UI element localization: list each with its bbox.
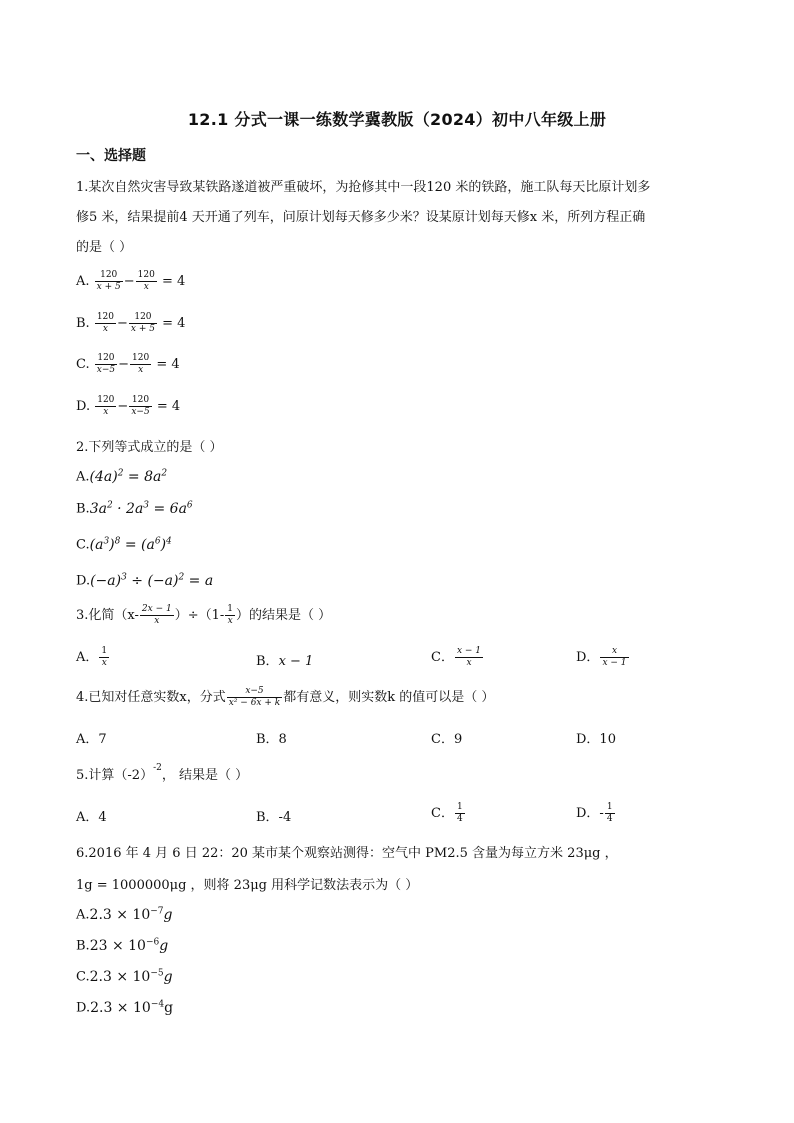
q5-stem: 5.计算$(-2)^{-2}$， 结果是（ ） <box>76 762 249 783</box>
q6-option-b[interactable]: $B.23 \times 10^{-6}g$ <box>76 937 169 954</box>
q4-option-a[interactable]: A．7 <box>76 732 107 747</box>
q3-option-a[interactable]: A． $\frac{1}{x}$ <box>76 646 108 668</box>
q3-option-d[interactable]: D． $\frac{x}{x - 1}$ <box>576 646 627 668</box>
q1-stem-line1: 1.某次自然灾害导致某铁路遂道被严重破坏，为抢修其中一段120 米的铁路，施工队每天比原计划多 <box>76 180 651 195</box>
q5-option-b[interactable]: B．-4 <box>256 810 292 825</box>
q3-option-b[interactable]: B．x − 1 <box>256 654 314 669</box>
q2-option-b[interactable]: $B.3a^2 \cdot 2a^3 = 6a^6$ <box>76 500 193 517</box>
q1-stem-line2: 修5 米，结果提前4 天开通了列车，问原计划每天修多少米？设某原计划每天修x 米，所列方程正确 <box>76 210 646 225</box>
q2-option-c[interactable]: $C.(a^3)^8 = (a^6)^4$ <box>76 536 172 553</box>
q4-option-b[interactable]: B．8 <box>256 732 287 747</box>
q6-stem-line2: 1g = 1000000μg ，则将 23μg 用科学记数法表示为（ ） <box>76 878 419 893</box>
q1-option-c[interactable]: C. $\frac{120}{x-5}$ − $\frac{120}{x}$ = 4 <box>76 353 180 375</box>
q4-option-c[interactable]: C．9 <box>431 732 463 747</box>
q6-option-c[interactable]: $C.2.3 \times 10^{-5}g$ <box>76 968 173 985</box>
q3-option-c[interactable]: C． $\frac{x - 1}{x}$ <box>431 646 482 668</box>
q1-option-b[interactable]: B. $\frac{120}{x}$ − $\frac{120}{x + 5}$ = 4 <box>76 312 186 334</box>
q5-option-a[interactable]: A．4 <box>76 810 107 825</box>
q2-stem: 2.下列等式成立的是（ ） <box>76 440 223 455</box>
q6-stem-line1: 6.2016 年 4 月 6 日 22：20 某市某个观察站测得：空气中 PM2.5 含量为每立方米 23μg ， <box>76 846 618 861</box>
q2-option-a[interactable]: $A.(4a)^2 = 8a^2$ <box>76 468 168 485</box>
q5-option-d[interactable]: D．- $\frac{1}{4}$ <box>576 802 613 824</box>
q5-option-c[interactable]: C． $\frac{1}{4}$ <box>431 802 463 824</box>
q1-option-a[interactable]: A. $\frac{120}{x + 5}$ − $\frac{120}{x}$ = 4 <box>76 270 186 292</box>
page-title: 12.1 分式一课一练数学冀教版（2024）初中八年级上册 <box>187 110 607 129</box>
q1-stem-line3: 的是（ ） <box>76 240 133 255</box>
q4-option-d[interactable]: D．10 <box>576 732 616 747</box>
q6-option-d[interactable]: $D.2.3 \times 10^{-4}g$ <box>76 999 174 1016</box>
q4-stem: 4.已知对任意实数x，分式 $\frac{x-5}{\text{x² − 6x + k}}$ 都有意义，则实数k 的值可以是（ ） <box>76 686 495 708</box>
q1-option-d[interactable]: D. $\frac{120}{x}$ − $\frac{120}{x-5}$ = 4 <box>76 395 181 417</box>
q6-option-a[interactable]: $A.2.3 \times 10^{-7}g$ <box>76 906 173 923</box>
section-heading: 一、选择题 <box>76 148 146 164</box>
q3-stem: 3.化简（x- $\frac{2x - 1}{x}$ ）÷（1- $\frac{1}{x}$ ）的结果是（ ） <box>76 604 332 626</box>
q2-option-d[interactable]: $D.(-a)^3 \div (-a)^2 = a$ <box>76 572 214 589</box>
